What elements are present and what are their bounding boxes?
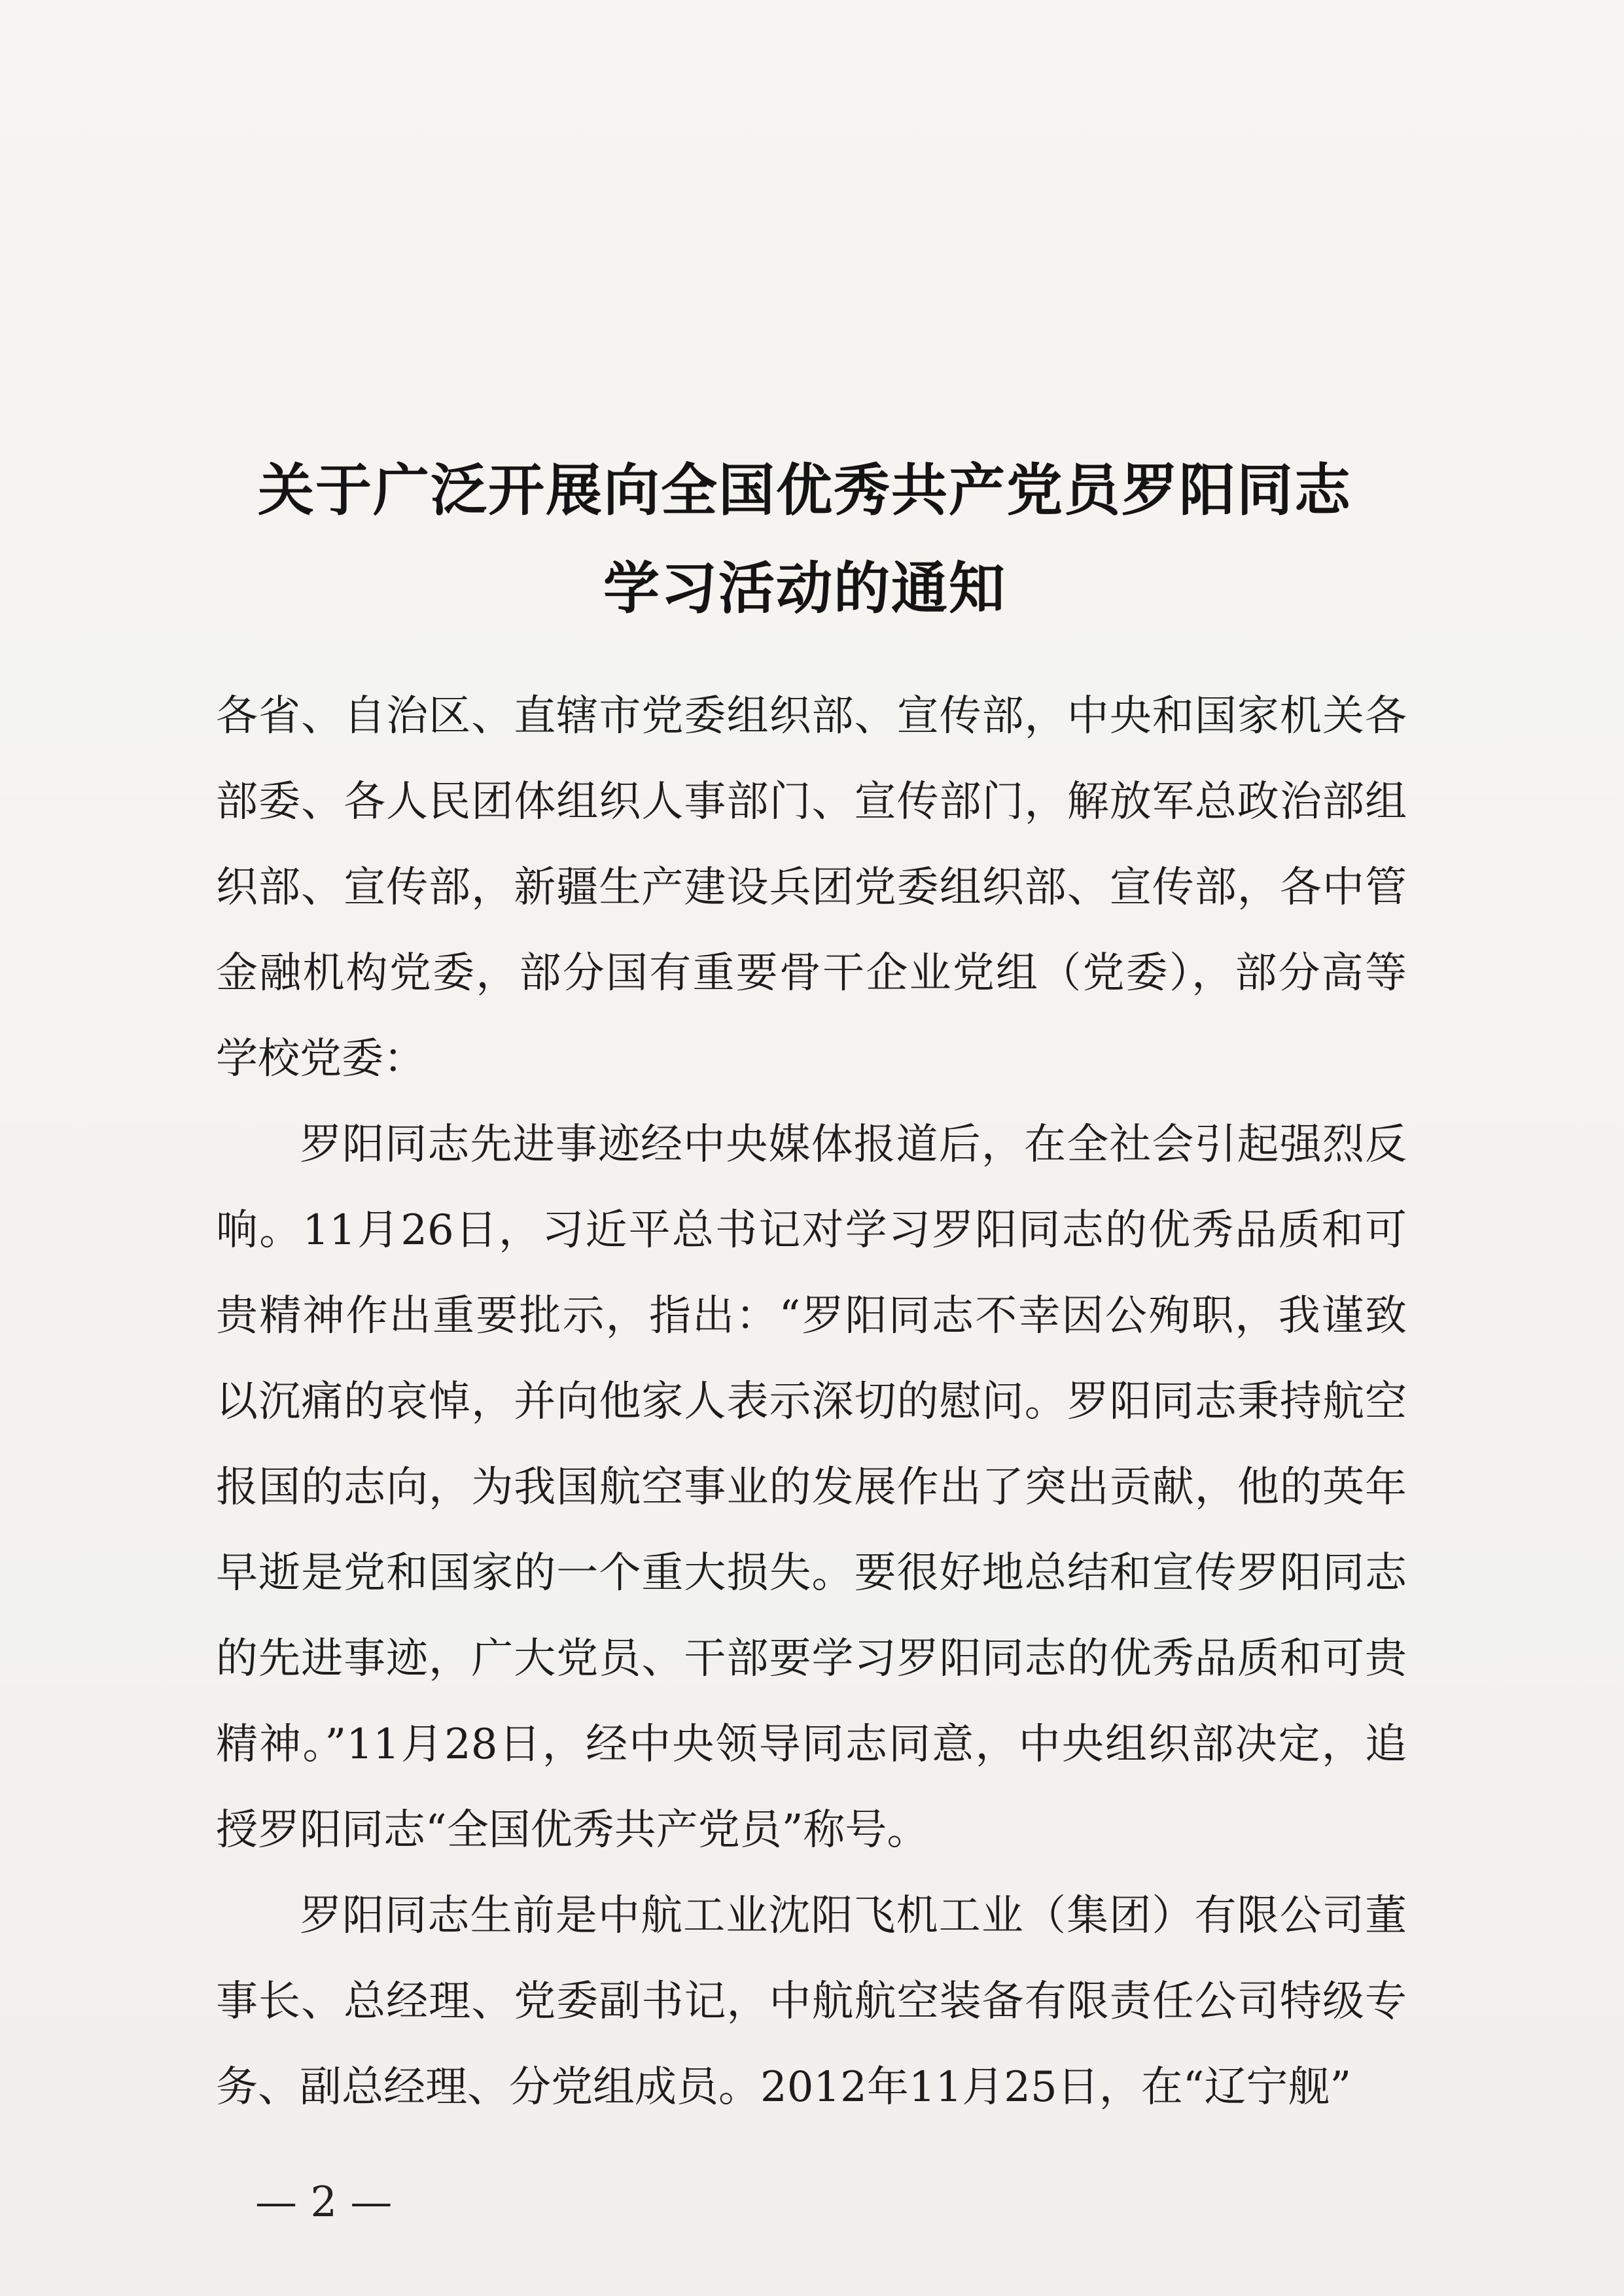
document-title-line1: 关于广泛开展向全国优秀共产党员罗阳同志 [258, 458, 1352, 523]
page-number: — 2 — [255, 2178, 393, 2227]
salutation: 各省、自治区、直辖市党委组织部、宣传部，中央和国家机关各部委、各人民团体组织人事部门、宣传部门，解放军总政治部组织部、宣传部，新疆生产建设兵团党委组织部、宣传部，各中管金融机构党委，部分国有重要骨干企业党组（党委），部分高等学校党委： [216, 692, 1407, 1083]
body-paragraph-2: 罗阳同志生前是中航工业沈阳飞机工业（集团）有限公司董事长、总经理、党委副书记，中航航空装备有限责任公司特级专务、副总经理、分党组成员。2012年11月25日，在“辽宁舰” [216, 1892, 1407, 2112]
body-paragraph-1: 罗阳同志先进事迹经中央媒体报道后，在全社会引起强烈反响。11月26日，习近平总书记对学习罗阳同志的优秀品质和可贵精神作出重要批示，指出：“罗阳同志不幸因公殉职，我谨致以沉痛的哀悼，并向他家人表示深切的慰问。罗阳同志秉持航空报国的志向，为我国航空事业的发展作出了突出贡献，他的英年早逝是党和国家的一个重大损失。要很好地总结和宣传罗阳同志的先进事迹，广大党员、干部要学习罗阳同志的优秀品质和可贵精神。”11月28日，经中央领导同志同意，中央组织部决定，追授罗阳同志“全国优秀共产党员”称号。 [216, 1121, 1407, 1854]
document-title-line2: 学习活动的通知 [603, 556, 1006, 621]
document-body [216, 674, 1407, 2131]
